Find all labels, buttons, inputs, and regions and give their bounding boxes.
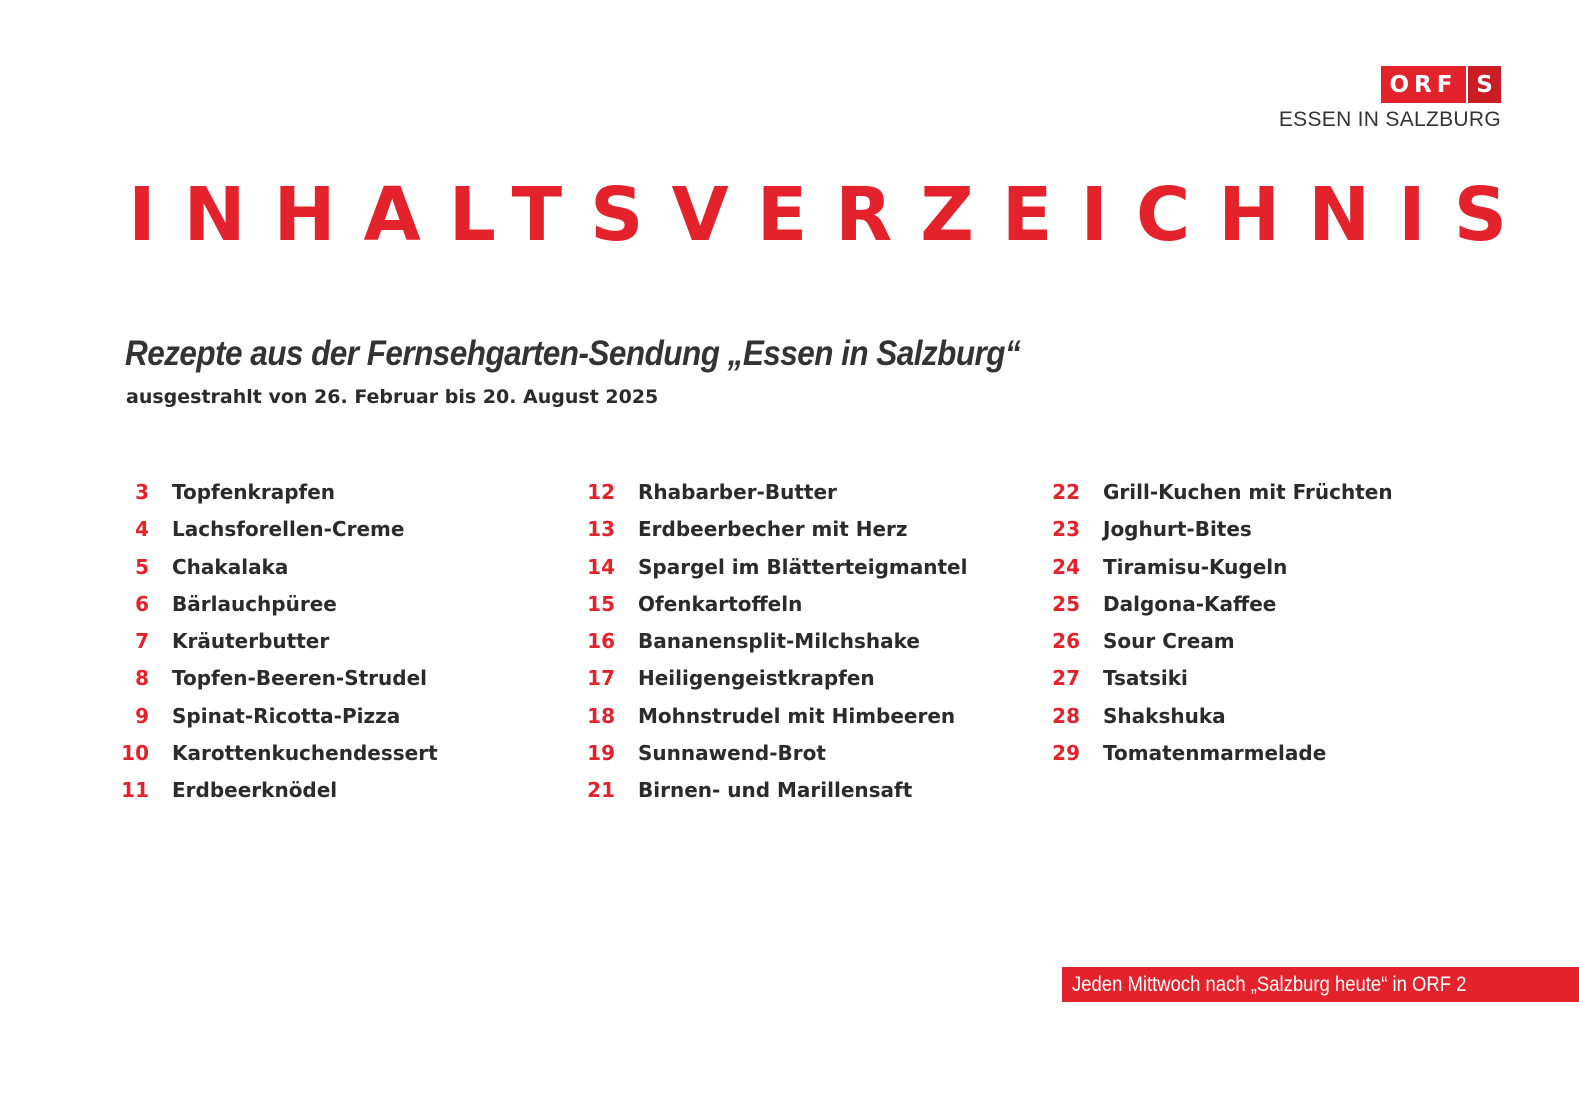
recipe-name: Shakshuka	[1103, 703, 1226, 728]
page-number: 8	[135, 666, 149, 691]
subtitle: Rezepte aus der Fernsehgarten-Sendung „Essen in Salzburg“	[125, 334, 1021, 373]
recipe-name: Tsatsiki	[1103, 666, 1188, 691]
recipe-name: Topfen-Beeren-Strudel	[172, 666, 427, 691]
page-number: 17	[587, 666, 615, 691]
page-number: 11	[121, 778, 149, 803]
toc-entry	[120, 480, 438, 517]
logo-orf: ORF	[1381, 66, 1466, 103]
toc-entry	[586, 555, 967, 592]
recipe-name: Birnen- und Marillensaft	[638, 778, 913, 803]
page-number: 3	[135, 480, 149, 504]
page-number: 10	[121, 741, 149, 766]
broadcast-banner	[1062, 967, 1579, 1002]
toc-entry	[586, 741, 967, 778]
page-number: 12	[587, 480, 615, 504]
toc-entry	[120, 666, 438, 703]
page-number: 5	[135, 554, 149, 579]
recipe-name: Kräuterbutter	[172, 629, 330, 654]
toc-entry	[586, 480, 967, 517]
recipe-name: Sour Cream	[1103, 629, 1235, 654]
recipe-name: Tiramisu-Kugeln	[1103, 554, 1288, 579]
page-number: 13	[587, 517, 615, 542]
toc-entry	[120, 741, 438, 778]
toc-entry	[120, 555, 438, 592]
recipe-name: Bananensplit-Milchshake	[638, 629, 920, 654]
page-number: 7	[135, 629, 149, 654]
page-number: 16	[587, 629, 615, 654]
recipe-name: Rhabarber-Butter	[638, 480, 837, 504]
toc-column-2	[586, 480, 967, 816]
page-number: 27	[1052, 666, 1080, 691]
recipe-name: Erdbeerbecher mit Herz	[638, 517, 908, 542]
page-number: 15	[587, 591, 615, 616]
page-number: 26	[1052, 629, 1080, 654]
page-number: 19	[587, 741, 615, 766]
aired-dates: ausgestrahlt von 26. Februar bis 20. August 2025	[126, 386, 659, 408]
page-number: 28	[1052, 703, 1080, 728]
page-number: 24	[1052, 554, 1080, 579]
toc-entry	[586, 592, 967, 629]
toc-entry	[1051, 480, 1393, 517]
toc-entry	[586, 704, 967, 741]
toc-entry	[120, 629, 438, 666]
recipe-name: Erdbeerknödel	[172, 778, 338, 803]
recipe-name: Dalgona-Kaffee	[1103, 591, 1277, 616]
toc-entry	[1051, 629, 1393, 666]
page-number: 4	[135, 517, 149, 542]
toc-entry	[586, 629, 967, 666]
recipe-name: Sunnawend-Brot	[638, 741, 826, 766]
recipe-name: Bärlauchpüree	[172, 591, 337, 616]
page-number: 18	[587, 703, 615, 728]
toc-entry	[1051, 666, 1393, 703]
page-number: 23	[1052, 517, 1080, 542]
logo-subtitle: ESSEN IN SALZBURG	[1278, 108, 1501, 131]
recipe-name: Chakalaka	[172, 554, 289, 579]
toc-column-1	[120, 480, 438, 816]
toc-entry	[120, 704, 438, 741]
toc-entry	[120, 778, 438, 815]
page-number: 22	[1052, 480, 1080, 504]
recipe-name: Spargel im Blätterteigmantel	[638, 554, 968, 579]
recipe-name: Ofenkartoffeln	[638, 591, 803, 616]
recipe-name: Grill-Kuchen mit Früchten	[1103, 480, 1393, 504]
toc-entry	[1051, 517, 1393, 554]
page-number: 9	[135, 703, 149, 728]
logo-s: S	[1466, 66, 1501, 103]
page-number: 14	[587, 554, 615, 579]
recipe-name: Joghurt-Bites	[1103, 517, 1252, 542]
recipe-name: Karottenkuchendessert	[172, 741, 438, 766]
page-number: 21	[587, 778, 615, 803]
page-number: 6	[135, 591, 149, 616]
page-number: 29	[1052, 741, 1080, 766]
recipe-name: Heiligengeistkrapfen	[638, 666, 875, 691]
orf-logo	[1381, 66, 1501, 103]
toc-entry	[120, 517, 438, 554]
banner-text: Jeden Mittwoch nach „Salzburg heute“ in ORF 2	[1072, 972, 1467, 996]
toc-entry	[120, 592, 438, 629]
toc-entry	[586, 778, 967, 815]
toc-entry	[1051, 741, 1393, 778]
toc-entry	[1051, 592, 1393, 629]
toc-entry	[1051, 555, 1393, 592]
recipe-name: Tomatenmarmelade	[1103, 741, 1327, 766]
page-number: 25	[1052, 591, 1080, 616]
recipe-name: Lachsforellen-Creme	[172, 517, 405, 542]
recipe-name: Spinat-Ricotta-Pizza	[172, 703, 401, 728]
toc-entry	[1051, 704, 1393, 741]
recipe-name: Topfenkrapfen	[172, 480, 336, 504]
recipe-name: Mohnstrudel mit Himbeeren	[638, 703, 956, 728]
toc-column-3	[1051, 480, 1393, 778]
toc-entry	[586, 517, 967, 554]
toc-entry	[586, 666, 967, 703]
page-title: INHALTSVERZEICHNIS	[128, 172, 1535, 258]
